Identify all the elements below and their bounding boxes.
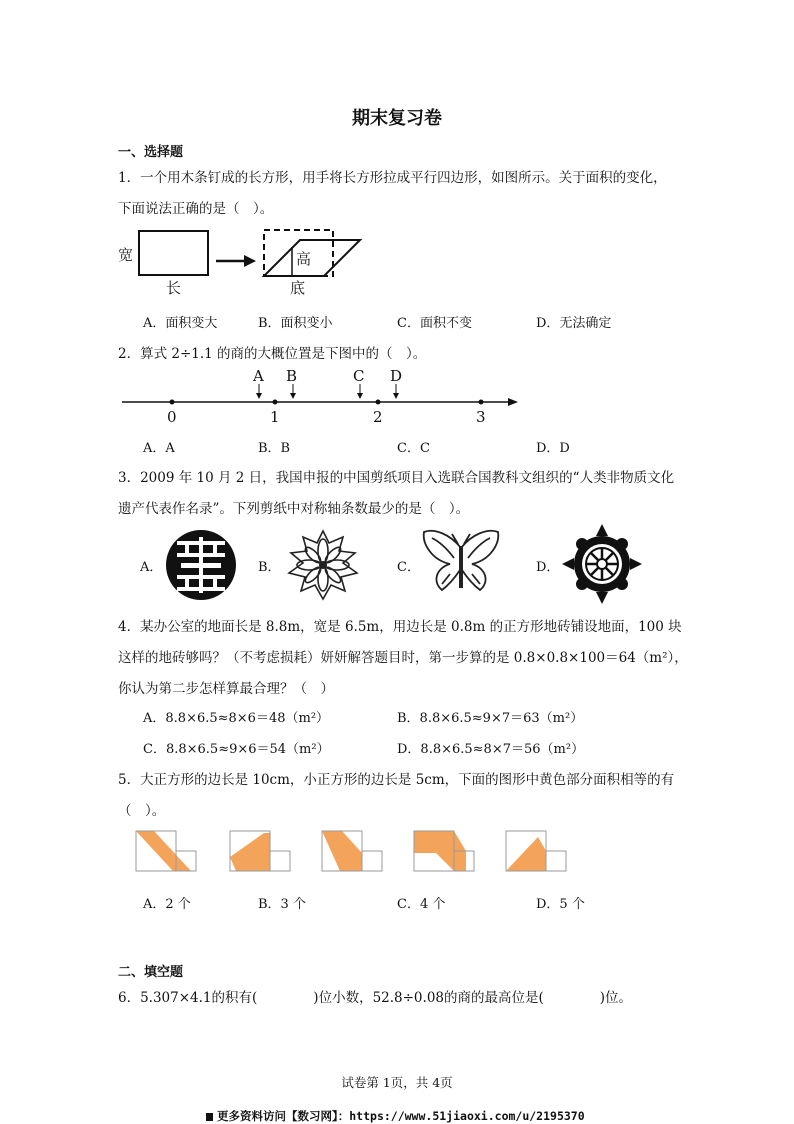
q4-option-c[interactable]: C．8.8×6.5≈9×6＝54（m²） — [143, 742, 330, 757]
number-line-arrow — [508, 398, 518, 406]
arrow-b — [286, 367, 297, 399]
section-heading-choice: 一、选择题 — [118, 145, 184, 160]
rectangle-to-parallelogram-figure — [110, 222, 380, 302]
question-3-line-2: 遗产代表作名录”。下列剪纸中对称轴条数最少的是（ ）。 — [118, 501, 470, 517]
question-5-line-2: （ ）。 — [118, 803, 166, 819]
section-heading-fill: 二、填空题 — [118, 965, 184, 980]
q3-option-d[interactable]: D． — [536, 560, 560, 575]
question-1-line-2: 下面说法正确的是（ ）。 — [118, 201, 274, 217]
q2-option-d[interactable]: D．D — [536, 441, 570, 456]
question-4-line-2: 这样的地砖够吗？（不考虑损耗）妍妍解答题目时，第一步算的是 0.8×0.8×100＝64（m²）， — [118, 650, 688, 666]
paper-cut-butterfly-image — [420, 524, 502, 604]
number-line-figure — [118, 366, 528, 428]
q4-option-d[interactable]: D．8.8×6.5≈8×7＝56（m²） — [397, 742, 585, 757]
square-figure-5 — [506, 831, 566, 871]
q2-option-a[interactable]: A．A — [143, 441, 175, 456]
q3-option-b[interactable]: B． — [258, 560, 281, 575]
tick-dot-2 — [376, 400, 381, 405]
tick-label-0: 0 — [167, 408, 177, 426]
svg-text:D: D — [390, 367, 403, 385]
flag-icon — [206, 1113, 213, 1121]
q3-option-a[interactable]: A． — [140, 560, 163, 575]
page-footer: 试卷第 1页，共 4页 — [341, 1075, 453, 1090]
tick-dot-3 — [479, 400, 484, 405]
question-3-line-1: 3．2009 年 10 月 2 日，我国申报的中国剪纸项目入选联合国教科文组织的“人类非物质文化 — [118, 470, 675, 486]
page-title: 期末复习卷 — [352, 108, 442, 129]
label-base: 底 — [290, 279, 306, 297]
q5-option-b[interactable]: B．3 个 — [258, 897, 306, 912]
label-long: 长 — [166, 279, 182, 297]
question-1-line-1: 1．一个用木条钉成的长方形，用手将长方形拉成平行四边形，如图所示。关于面积的变化， — [118, 170, 667, 186]
q1-option-d[interactable]: D．无法确定 — [536, 316, 612, 331]
arrow-head — [244, 255, 256, 267]
paper-cut-medallion-image — [560, 522, 644, 606]
tick-label-1: 1 — [270, 408, 280, 426]
paper-cut-double-happiness-image — [163, 527, 239, 603]
q5-option-c[interactable]: C．4 个 — [397, 897, 446, 912]
arrow-c — [353, 367, 364, 399]
tick-dot-0 — [170, 400, 175, 405]
q1-option-b[interactable]: B．面积变小 — [258, 316, 333, 331]
square-figure-2 — [230, 831, 290, 871]
svg-text:B: B — [286, 367, 298, 385]
banner-text: 更多资料访问【数习网】：https://www.51jiaoxi.com/u/2195370 — [217, 1109, 585, 1123]
square-figure-3 — [322, 831, 382, 871]
arrow-d — [390, 367, 402, 399]
question-4-line-1: 4．某办公室的地面长是 8.8m，宽是 6.5m，用边长是 0.8m 的正方形地砖铺设地面，100 块 — [118, 619, 682, 635]
paper-cut-flower-image — [285, 527, 361, 603]
shaded-squares-figure — [136, 831, 576, 875]
square-figure-1 — [136, 831, 196, 871]
question-2-text: 2．算式 2÷1.1 的商的大概位置是下图中的（ ）。 — [118, 346, 427, 362]
tick-label-2: 2 — [373, 408, 383, 426]
q6-part-1: 6．5.307×4.1的积有( — [118, 990, 258, 1006]
label-high: 高 — [296, 250, 312, 268]
rectangle-shape — [139, 231, 208, 275]
question-4-line-3: 你认为第二步怎样算最合理？（ ） — [118, 681, 334, 697]
resource-banner[interactable] — [206, 1108, 585, 1124]
q3-option-c[interactable]: C． — [397, 560, 420, 575]
svg-text:C: C — [353, 367, 365, 385]
q4-option-a[interactable]: A．8.8×6.5≈8×6＝48（m²） — [143, 711, 330, 726]
q1-option-c[interactable]: C．面积不变 — [397, 316, 472, 331]
q2-option-b[interactable]: B．B — [258, 441, 291, 456]
label-wide: 宽 — [118, 246, 134, 264]
tick-dot-1 — [273, 400, 278, 405]
q5-option-d[interactable]: D．5 个 — [536, 897, 585, 912]
q1-option-a[interactable]: A．面积变大 — [143, 316, 218, 331]
q5-option-a[interactable]: A．2 个 — [143, 897, 191, 912]
question-5-line-1: 5．大正方形的边长是 10cm，小正方形的边长是 5cm，下面的图形中黄色部分面积相等的有 — [118, 772, 675, 788]
tick-label-3: 3 — [476, 408, 486, 426]
svg-text:A: A — [253, 367, 264, 385]
arrow-a — [252, 367, 264, 399]
square-figure-4 — [414, 831, 474, 871]
q6-part-2: )位小数，52.8÷0.08的商的最高位是( — [313, 990, 544, 1006]
question-6-text — [118, 986, 632, 1006]
q2-option-c[interactable]: C．C — [397, 441, 430, 456]
q4-option-b[interactable]: B．8.8×6.5≈9×7＝63（m²） — [397, 711, 584, 726]
q6-part-3: )位。 — [599, 990, 633, 1006]
parallelogram-shape — [264, 240, 360, 276]
